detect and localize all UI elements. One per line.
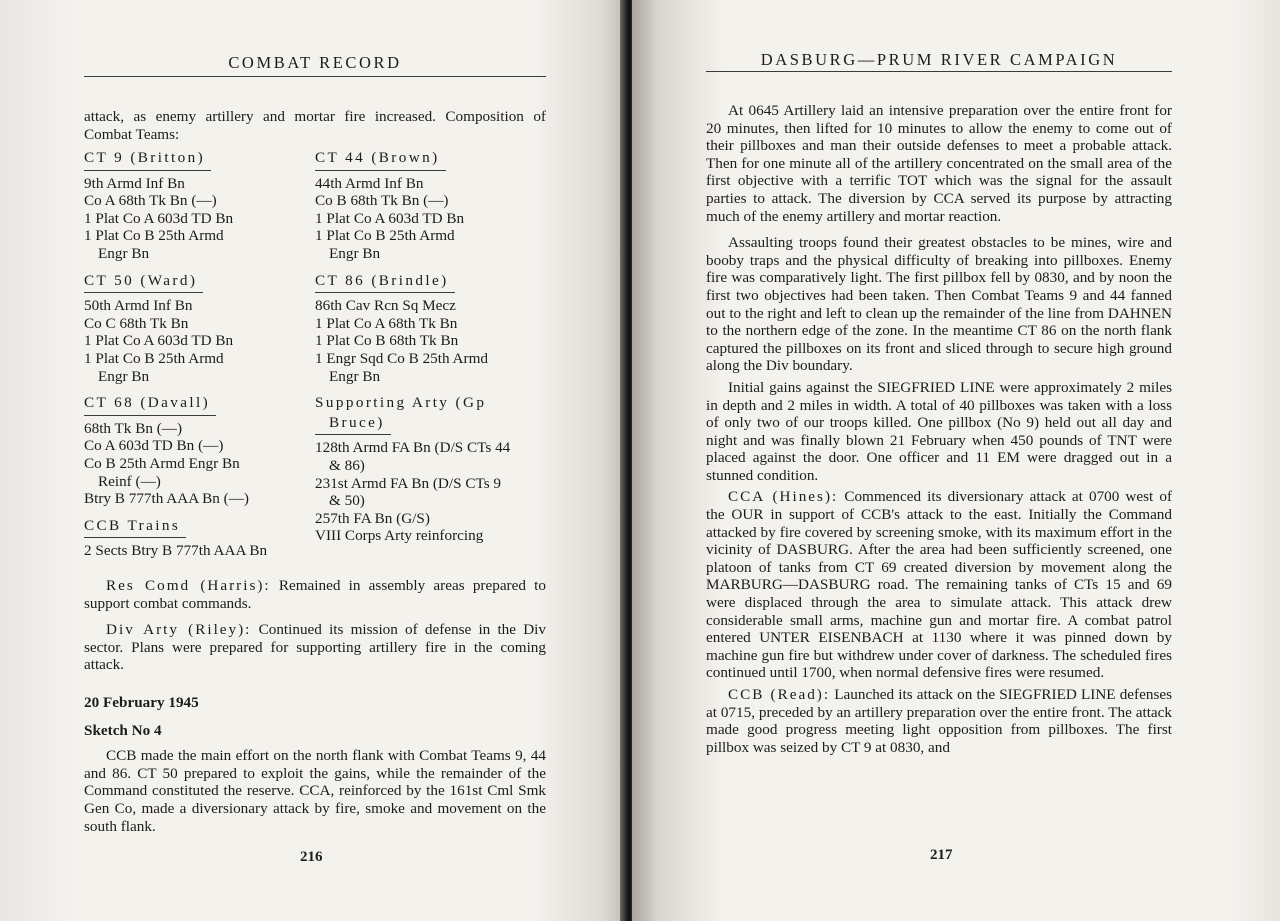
team-line: 1 Plat Co B 25th Armd bbox=[84, 227, 224, 245]
left-body-lower bbox=[84, 577, 546, 835]
left-page-number: 216 bbox=[300, 849, 323, 865]
team-title: CCB Trains bbox=[84, 517, 186, 539]
team-line: 1 Plat Co B 25th Armd bbox=[315, 227, 455, 245]
team-line: 257th FA Bn (G/S) bbox=[315, 509, 430, 527]
team-title: CT 9 (Britton) bbox=[84, 149, 211, 171]
team-ct44 bbox=[315, 149, 551, 263]
assault-troops-paragraph: Assaulting troops found their greatest obstacles to be mines, wire and booby traps and the physical difficulty of breaking into pillboxes. Enemy fire was comparatively light. The first pillbox fell by 0830, and by noon the first two objectives had been taken. Then Combat Teams 9 and 44 fanned out to the right and left to clean up the remainder of the line from DAHNEN to the northern edge of the zone. In the meantime CT 86 on the north flank captured the pillboxes on its front and sliced through to secure high ground along the Div boundary. bbox=[706, 234, 1172, 375]
ccb-main-effort-paragraph: CCB made the main effort on the north flank with Combat Teams 9, 44 and 86. CT 50 prepared to exploit the gains, while the remainder of the Command constituted the reserve. CCA, reinforced by the 161st Cml Smk Gen Co, made a diversionary attack by fire, smoke and movement on the south flank. bbox=[84, 747, 546, 835]
res-comd-text: Remained in assembly areas prepared to support combat commands. bbox=[84, 577, 546, 612]
right-head-rule bbox=[706, 71, 1172, 72]
team-line: 1 Plat Co A 68th Tk Bn bbox=[315, 314, 458, 332]
right-running-head: DASBURG—PRUM RIVER CAMPAIGN bbox=[760, 50, 1118, 69]
team-line: 50th Armd Inf Bn bbox=[84, 297, 193, 315]
left-head-rule bbox=[84, 76, 546, 77]
team-line: 1 Plat Co B 68th Tk Bn bbox=[315, 332, 459, 350]
team-line: Engr Bn bbox=[329, 367, 381, 385]
team-title-continued: Bruce) bbox=[315, 414, 391, 436]
cca-text: Commenced its diversionary attack at 0700 west of the OUR in support of CCB's attack to the east. Initially the Command attacked by fire covered by screening smoke, with its maximum effort in the vicinity of DASBURG. After the area had been sufficiently screened, one platoon of tanks from CT 69 created diversion by movement along the MARBURG—DASBURG road. The remaining tanks of CTs 15 and 69 were displaced through the area to simulate attack. This attack drew considerable small arms, machine gun and mortar fire. A combat patrol entered UNTER EISENBACH at 1130 where it was pinned down by machine gun fire but withdrew under cover of darkness. The scheduled fires continued until 1700, when normal defensive fires were resumed. bbox=[706, 488, 1172, 682]
left-running-head: COMBAT RECORD bbox=[228, 53, 402, 72]
team-title: CT 68 (Davall) bbox=[84, 394, 216, 416]
right-page-number: 217 bbox=[930, 847, 953, 863]
team-line: & 86) bbox=[329, 456, 365, 474]
intro-paragraph: attack, as enemy artillery and mortar fire increased. Composition of Combat Teams: bbox=[84, 108, 546, 143]
div-arty-text: Continued its mission of defense in the Div sector. Plans were prepared for supporting artillery fire in the coming attack. bbox=[84, 621, 546, 674]
team-line: Co B 68th Tk Bn (—) bbox=[315, 192, 449, 210]
cca-paragraph bbox=[706, 488, 1172, 682]
team-title: CT 86 (Brindle) bbox=[315, 272, 455, 294]
team-title: Supporting Arty (Gp bbox=[315, 394, 487, 412]
teams-column-1 bbox=[84, 149, 304, 569]
team-line: 1 Plat Co A 603d TD Bn bbox=[84, 332, 234, 350]
teams-column-2 bbox=[315, 149, 551, 554]
team-line: VIII Corps Arty reinforcing bbox=[315, 527, 484, 545]
team-line: 2 Sects Btry B 777th AAA Bn bbox=[84, 542, 268, 560]
team-line: 68th Tk Bn (—) bbox=[84, 419, 183, 437]
team-title: CT 44 (Brown) bbox=[315, 149, 446, 171]
ccb-text: Launched its attack on the SIEGFRIED LINE defenses at 0715, preceded by an artillery preparation over the entire front. The attack made good progress meeting light opposition from pillboxes. The first pillbox was seized by CT 9 at 0830, and bbox=[706, 686, 1173, 756]
res-comd-paragraph bbox=[84, 577, 546, 612]
team-line: Reinf (—) bbox=[98, 472, 161, 490]
div-arty-label: Div Arty (Riley): bbox=[106, 621, 252, 639]
team-line: Co C 68th Tk Bn bbox=[84, 314, 189, 332]
team-line: Engr Bn bbox=[98, 244, 150, 262]
team-line: 1 Plat Co B 25th Armd bbox=[84, 349, 224, 367]
cca-label: CCA (Hines): bbox=[728, 488, 839, 506]
team-line: Co A 68th Tk Bn (—) bbox=[84, 192, 217, 210]
div-arty-paragraph bbox=[84, 621, 546, 674]
team-line: Engr Bn bbox=[329, 244, 381, 262]
date-heading: 20 February 1945 bbox=[84, 693, 199, 711]
team-line: 231st Armd FA Bn (D/S CTs 9 bbox=[315, 474, 501, 492]
ccb-paragraph bbox=[706, 686, 1172, 756]
team-line: & 50) bbox=[329, 492, 365, 510]
team-line: Btry B 777th AAA Bn (—) bbox=[84, 490, 249, 508]
initial-gains-paragraph: Initial gains against the SIEGFRIED LINE were approximately 2 miles in depth and 2 miles in width. A total of 40 pillboxes was taken with a loss of only two of our troops killed. One pillbox (No 9) held out all day and night and was finally blown 21 February when 450 pounds of TNT were placed against the door. One officer and 11 EM were dragged out in a stunned condition. bbox=[706, 378, 1172, 484]
artillery-prep-paragraph: At 0645 Artillery laid an intensive preparation over the entire front for 20 minutes, then lifted for 10 minutes to allow the enemy to come out of their pillboxes and man their outside defenses to meet a probable attack. Then for one minute all of the artillery concentrated on the small area of the first objective with a terrific TOT which was the signal for the assault parties to attack. The diversion by CCA served its purpose by attracting much of the enemy artillery and mortar reaction. bbox=[706, 102, 1172, 225]
team-line: 1 Engr Sqd Co B 25th Armd bbox=[315, 349, 488, 367]
right-body bbox=[706, 102, 1172, 756]
team-line: 1 Plat Co A 603d TD Bn bbox=[315, 209, 465, 227]
right-page bbox=[632, 0, 1280, 921]
team-line: Engr Bn bbox=[98, 367, 150, 385]
team-ct9 bbox=[84, 149, 304, 263]
team-line: 1 Plat Co A 603d TD Bn bbox=[84, 209, 234, 227]
team-ct68 bbox=[84, 394, 304, 508]
team-title: CT 50 (Ward) bbox=[84, 272, 203, 294]
res-comd-label: Res Comd (Harris): bbox=[106, 577, 271, 594]
team-line: 9th Armd Inf Bn bbox=[84, 174, 185, 192]
team-ccb-trains bbox=[84, 517, 304, 560]
team-ct86 bbox=[315, 272, 551, 386]
team-line: Co B 25th Armd Engr Bn bbox=[84, 454, 240, 472]
left-page bbox=[0, 0, 628, 921]
team-ct50 bbox=[84, 272, 304, 386]
team-line: Co A 603d TD Bn (—) bbox=[84, 437, 224, 455]
sketch-heading: Sketch No 4 bbox=[84, 721, 162, 739]
left-intro bbox=[84, 108, 546, 143]
team-line: 86th Cav Rcn Sq Mecz bbox=[315, 297, 456, 315]
team-line: 44th Armd Inf Bn bbox=[315, 174, 424, 192]
team-supporting-arty bbox=[315, 394, 551, 545]
team-line: 128th Armd FA Bn (D/S CTs 44 bbox=[315, 439, 511, 457]
ccb-label: CCB (Read): bbox=[728, 686, 831, 703]
